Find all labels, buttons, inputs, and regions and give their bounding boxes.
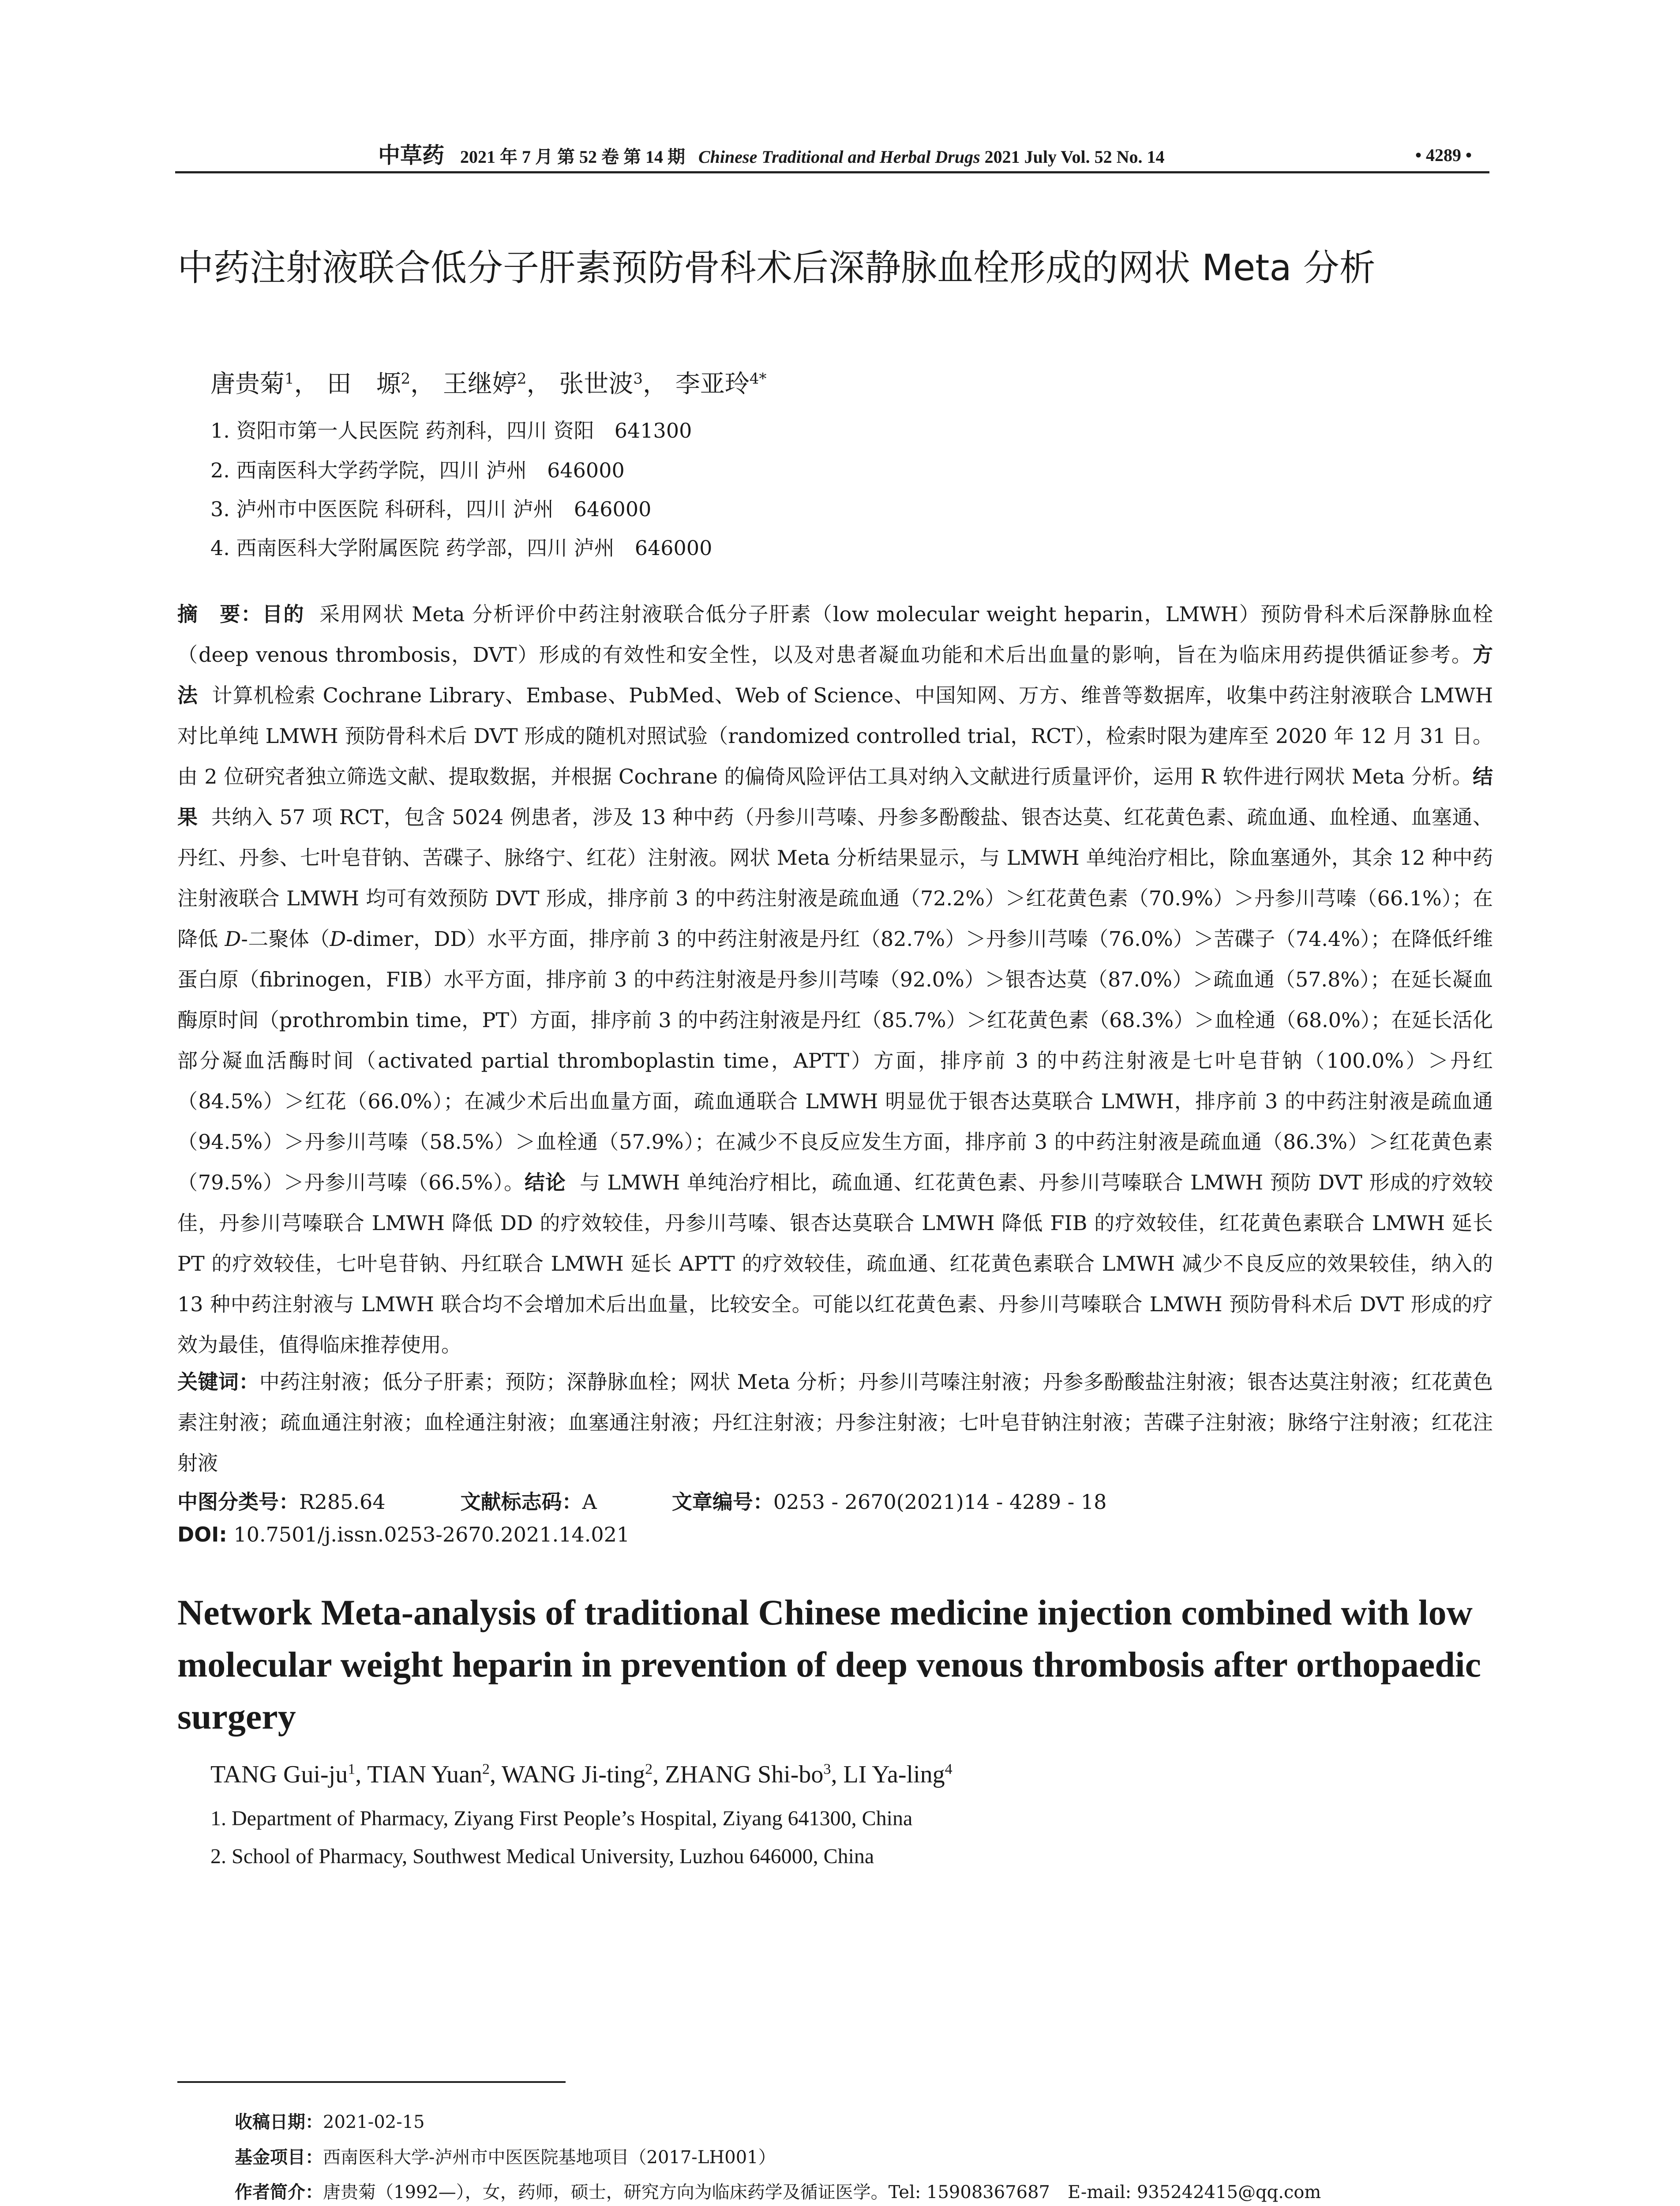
author-list-cn: 唐贵菊$^1$， 田 塬$^2$， 王继婷$^2$， 张世波$^3$， 李亚玲$^{4*}$ — [210, 370, 767, 398]
page-number: • 4289 • — [1415, 145, 1472, 165]
article-no-label: 文章编号： — [671, 1490, 773, 1514]
author-affiliation-mark: 2 — [401, 370, 411, 388]
author-name-en: WANG Ji-ting — [502, 1761, 645, 1788]
author-affiliation-mark: 3 — [823, 1761, 831, 1778]
clc-value: R285.64 — [299, 1490, 386, 1514]
results-text-3: -dimer，DD）水平方面，排序前 3 的中药注射液是丹红（82.7%）＞丹参川芎嗪（76.0%）＞苦碟子（74.4%）；在降低纤维蛋白原（fibrinogen，FIB）水平方面，排序前 3 的中药注射液是丹参川芎嗪（92.0%）＞银杏达莫（87.0%）＞疏血通（57.8%）；在延长凝血酶原时间（prothrombin time，PT）方面，排序前 3 的中药注射液是丹红（85.7%）＞红花黄色素（68.3%）＞血栓通（68.0%）；在延长活化部分凝血活酶时间（activated partial thromboplastin time，APTT）方面，排序前 3 的中药注射液是七叶皂苷钠（100.0%）＞丹红（84.5%）＞红花（66.0%）；在减少术后出血量方面，疏血通联合 LMWH 明显优于银杏达莫联合 LMWH，排序前 3 的中药注射液是疏血通（94.5%）＞丹参川芎嗪（58.5%）＞血栓通（57.9%）；在减少不良反应发生方面，排序前 3 的中药注射液是疏血通（86.3%）＞红花黄色素（79.5%）＞丹参川芎嗪（66.5%）。 — [177, 927, 1493, 1194]
issue-date-cn: 2021 年 7 月 第 52 卷 第 14 期 — [460, 147, 685, 167]
running-header — [175, 142, 1489, 173]
author-affiliation-mark: 2 — [482, 1761, 490, 1778]
keywords-label: 关键词： — [177, 1370, 259, 1394]
abstract-cn — [177, 594, 1493, 1365]
journal-name: 中草药 — [378, 143, 444, 168]
affiliation-en-1: 1. Department of Pharmacy, Ziyang First People’s Hospital, Ziyang 641300, China — [210, 1807, 913, 1830]
conclusion-text: 与 LMWH 单纯治疗相比，疏血通、红花黄色素、丹参川芎嗪联合 LMWH 预防 DVT 形成的疗效较佳，丹参川芎嗪联合 LMWH 降低 DD 的疗效较佳，丹参川芎嗪、银杏达莫联合 LMWH 降低 FIB 的疗效较佳，红花黄色素联合 LMWH 延长 PT 的疗效较佳，七叶皂苷钠、丹红联合 LMWH 延长 APTT 的疗效较佳，疏血通、红花黄色素联合 LMWH 减少不良反应的效果较佳，纳入的 13 种中药注射液与 LMWH 联合均不会增加术后出血量，比较安全。可能以红花黄色素、丹参川芎嗪联合 LMWH 预防骨科术后 DVT 形成的疗效为最佳，值得临床推荐使用。 — [177, 1171, 1493, 1357]
keywords-cn — [177, 1362, 1493, 1483]
clc-label: 中图分类号： — [177, 1490, 299, 1514]
footnote-label: 收稿日期： — [235, 2112, 323, 2132]
author-affiliation-mark: 3 — [633, 370, 643, 388]
footnote-author-bio — [235, 2178, 1321, 2203]
objective-text: 采用网状 Meta 分析评价中药注射液联合低分子肝素（low molecular weight heparin，LMWH）预防骨科术后深静脉血栓（deep venous thrombosis，DVT）形成的有效性和安全性，以及对患者凝血功能和术后出血量的影响，旨在为临床用药提供循证参考。 — [177, 602, 1493, 667]
doi-value[interactable]: 10.7501/j.issn.0253-2670.2021.14.021 — [233, 1523, 630, 1546]
results-text-2: -二聚体（ — [241, 927, 330, 951]
author-name: 张世波 — [559, 370, 634, 398]
issue-date-en: 2021 July Vol. 52 No. 14 — [984, 147, 1165, 167]
footnote-funding — [235, 2143, 776, 2168]
header-left — [378, 142, 1165, 170]
author-affiliation-mark: 4* — [749, 370, 767, 388]
footnote-received — [235, 2108, 425, 2133]
methods-label: 方法 — [177, 643, 1493, 707]
results-italic-2: D — [330, 927, 346, 951]
footnote-label: 作者简介： — [235, 2182, 323, 2202]
affiliation-en-2: 2. School of Pharmacy, Southwest Medical University, Luzhou 646000, China — [210, 1845, 874, 1868]
doc-code-label: 文献标志码： — [460, 1490, 582, 1514]
footnote-label: 基金项目： — [235, 2147, 323, 2168]
affiliation-cn-2: 2. 西南医科大学药学院，四川 泸州 646000 — [210, 458, 625, 482]
author-name: 王继婷 — [442, 370, 517, 398]
results-text: 共纳入 57 项 RCT，包含 5024 例患者，涉及 13 种中药（丹参川芎嗪、丹参多酚酸盐、银杏达莫、红花黄色素、疏血通、血栓通、血塞通、丹红、丹参、七叶皂苷钠、苦碟子、脉络宁、红花）注射液。网状 Meta 分析结果显示，与 LMWH 单纯治疗相比，除血塞通外，其余 12 种中药注射液联合 LMWH 均可有效预防 DVT 形成，排序前 3 的中药注射液是疏血通（72.2%）＞红花黄色素（70.9%）＞丹参川芎嗪（66.1%）；在降低 — [177, 805, 1493, 951]
results-italic: D — [225, 927, 241, 951]
doi-label: DOI: — [177, 1523, 227, 1546]
author-name: 唐贵菊 — [210, 370, 285, 398]
author-name-en: TIAN Yuan — [367, 1761, 483, 1788]
article-no-value: 0253 - 2670(2021)14 - 4289 - 18 — [773, 1490, 1107, 1514]
objective-label: 目的 — [262, 602, 305, 626]
footnote-text: 西南医科大学-泸州市中医医院基地项目（2017-LH001） — [323, 2147, 776, 2168]
author-affiliation-mark: 1 — [348, 1761, 356, 1778]
author-name-en: LI Ya-ling — [843, 1761, 945, 1788]
doi-line — [177, 1523, 630, 1546]
author-name: 李亚玲 — [675, 370, 750, 398]
classification-line — [177, 1486, 1106, 1515]
footnote-text: 唐贵菊（1992—），女，药师，硕士，研究方向为临床药学及循证医学。Tel: 15908367687 E-mail: 935242415@qq.com — [323, 2182, 1321, 2202]
keywords-text: 中药注射液；低分子肝素；预防；深静脉血栓；网状 Meta 分析；丹参川芎嗪注射液；丹参多酚酸盐注射液；银杏达莫注射液；红花黄色素注射液；疏血通注射液；血栓通注射液；血塞通注射液；丹红注射液；丹参注射液；七叶皂苷钠注射液；苦碟子注射液；脉络宁注射液；红花注射液 — [177, 1370, 1493, 1475]
author-list-en: TANG Gui-$ju^1$, TIAN Yuan$^2$, WANG Ji-ting$^2$, ZHANG Shi-$bo^3$, LI Ya-ling$^4$ — [210, 1761, 952, 1788]
author-name: 田 塬 — [326, 370, 401, 398]
results-label: 结果 — [177, 765, 1493, 829]
author-affiliation-mark: 2 — [517, 370, 527, 388]
conclusion-label: 结论 — [525, 1171, 566, 1194]
author-affiliation-mark: 1 — [285, 370, 294, 388]
author-name-en: ZHANG Shi-bo — [665, 1761, 824, 1788]
doc-code-value: A — [582, 1490, 597, 1514]
methods-text: 计算机检索 Cochrane Library、Embase、PubMed、Web of Science、中国知网、万方、维普等数据库，收集中药注射液联合 LMWH 对比单纯 LMWH 预防骨科术后 DVT 形成的随机对照试验（randomized controlled trial，RCT），检索时限为建库至 2020 年 12 月 31 日。由 2 位研究者独立筛选文献、提取数据，并根据 Cochrane 的偏倚风险评估工具对纳入文献进行质量评价，运用 R 软件进行网状 Meta 分析。 — [177, 683, 1493, 788]
article-title-en: Network Meta-analysis of traditional Chinese medicine injection combined with low molecular weight heparin in prevention of deep venous thrombosis after orthopaedic surgery — [177, 1592, 1481, 1737]
article-title-cn: 中药注射液联合低分子肝素预防骨科术后深静脉血栓形成的网状 Meta 分析 — [177, 247, 1376, 289]
affiliation-cn-3: 3. 泸州市中医医院 科研科，四川 泸州 646000 — [210, 497, 652, 521]
author-name-en: TANG Gui-ju — [210, 1761, 348, 1788]
footnote-text: 2021-02-15 — [323, 2112, 425, 2132]
affiliation-cn-1: 1. 资阳市第一人民医院 药剂科，四川 资阳 641300 — [210, 419, 692, 443]
author-affiliation-mark: 4 — [945, 1761, 952, 1778]
journal-name-en: Chinese Traditional and Herbal Drugs — [698, 147, 980, 167]
author-affiliation-mark: 2 — [645, 1761, 653, 1778]
abstract-label: 摘 要： — [177, 602, 262, 626]
footnote-divider — [177, 2081, 566, 2083]
affiliation-cn-4: 4. 西南医科大学附属医院 药学部，四川 泸州 646000 — [210, 536, 712, 560]
